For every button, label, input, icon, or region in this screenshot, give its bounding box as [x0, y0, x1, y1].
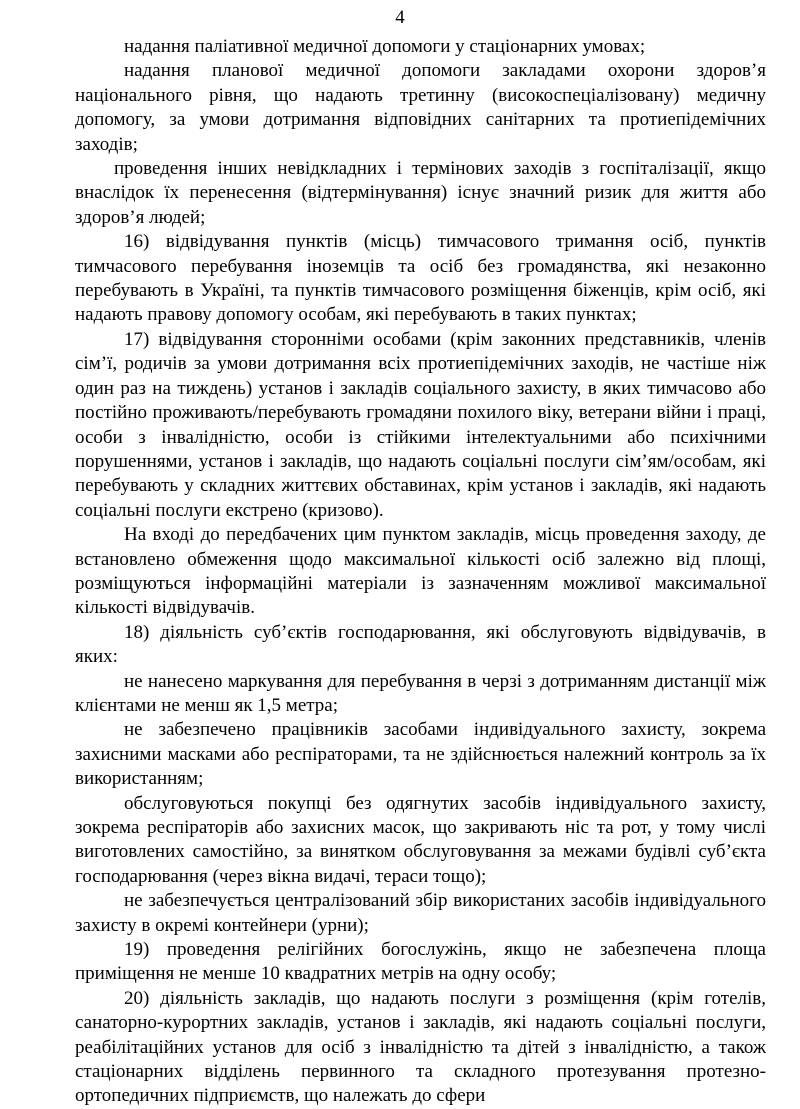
document-body: [75, 35, 766, 1109]
paragraph: надання планової медичної допомоги закладами охорони здоров’я національного рівня, що надають третинну (високоспеціалізовану) медичну допомогу, за умови дотримання відповідних санітарних та протиепідемічних заходів;: [75, 60, 766, 155]
paragraph: не забезпечено працівників засобами індивідуального захисту, зокрема захисними масками або респіраторами, та не здійснюється належний контроль за їх використанням;: [75, 719, 766, 790]
paragraph: 17) відвідування сторонніми особами (крім законних представників, членів сім’ї, родичів за умови дотримання всіх протиепідемічних заходів, не частіше ніж один раз на тиждень) установ і закладів соціального захисту, в яких тимчасово або постійно проживають/перебувають громадяни похилого віку, ветерани війни і праці, особи з інвалідністю, особи із стійкими інтелектуальними або психічними порушеннями, установ і закладів, що надають соціальні послуги сім’ям/особам, які перебувають у складних життєвих обставинах, крім установ і закладів, які надають соціальні послуги екстрено (кризово).: [75, 328, 766, 521]
paragraph: проведення інших невідкладних і термінових заходів з госпіталізації, якщо внаслідок їх перенесення (відтермінування) існує значний ризик для життя або здоров’я людей;: [75, 158, 766, 228]
paragraph: 20) діяльність закладів, що надають послуги з розміщення (крім готелів, санаторно-курортних закладів, установ і закладів, які надають соціальні послуги, реабілітаційних установ для осіб з інвалідністю та дітей з інвалідністю, а також стаціонарних відділень первинного та складного протезування протезно-ортопедичних підприємств, що належать до сфери: [75, 987, 766, 1107]
paragraph: На вході до передбачених цим пунктом закладів, місць проведення заходу, де встановлено обмеження щодо максимальної кількості осіб залежно від площі, розміщуються інформаційні матеріали із зазначенням можливої максимальної кількості відвідувачів.: [75, 524, 766, 619]
paragraph: не нанесено маркування для перебування в черзі з дотриманням дистанції між клієнтами не менш як 1,5 метра;: [75, 670, 766, 716]
paragraph: обслуговуються покупці без одягнутих засобів індивідуального захисту, зокрема респіраторів або захисних масок, що закривають ніс та рот, у тому числі виготовлених самостійно, за винятком обслуговування за межами будівлі суб’єкта господарювання (через вікна видачі, тераси тощо);: [75, 792, 766, 887]
paragraph: 16) відвідування пунктів (місць) тимчасового тримання осіб, пунктів тимчасового перебування іноземців та осіб без громадянства, які незаконно перебувають в Україні, та пунктів тимчасового розміщення біженців, крім осіб, які надають правову допомогу особам, які перебувають в таких пунктах;: [75, 231, 766, 326]
paragraph: надання паліативної медичної допомоги у стаціонарних умовах;: [124, 36, 646, 57]
paragraph: 18) діяльність суб’єктів господарювання, які обслуговують відвідувачів, в яких:: [75, 621, 766, 668]
paragraph: не забезпечується централізований збір використаних засобів індивідуального захисту в окремі контейнери (урни);: [75, 890, 766, 936]
page-number: 4: [395, 7, 405, 28]
paragraph: 19) проведення релігійних богослужінь, якщо не забезпечена площа приміщення не менше 10 квадратних метрів на одну особу;: [75, 939, 766, 985]
